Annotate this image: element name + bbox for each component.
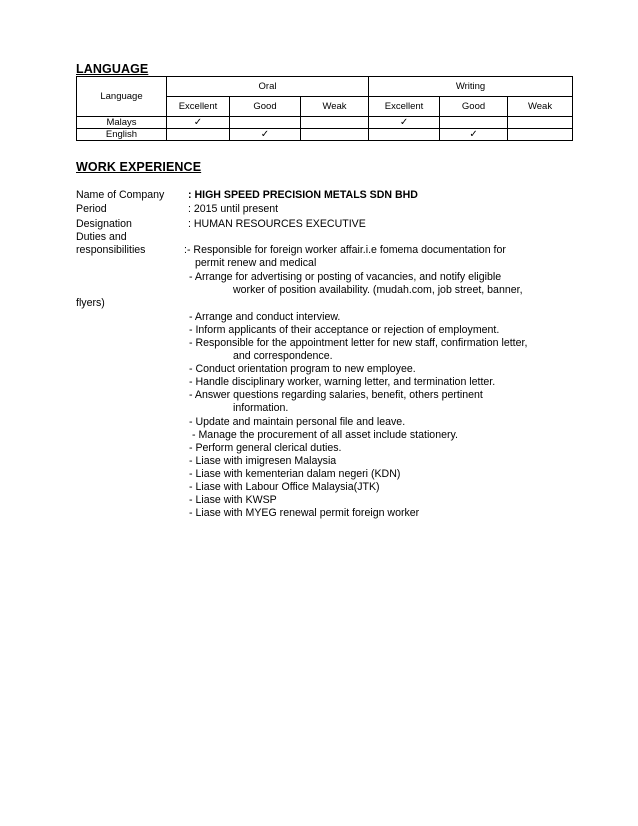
duty-line: - Liase with MYEG renewal permit foreign worker [189,507,420,519]
language-section-title: LANGUAGE [76,62,149,76]
period-label: Period [76,203,107,215]
duty-line: permit renew and medical [195,257,317,269]
designation-value: : HUMAN RESOURCES EXECUTIVE [188,218,366,230]
subheader-cell: Weak [301,97,369,117]
duty-line: - Liase with Labour Office Malaysia(JTK) [189,481,380,493]
work-experience-section-title: WORK EXPERIENCE [76,160,202,174]
writing-header-cell: Writing [369,77,573,97]
duty-line: - Inform applicants of their acceptance or rejection of employment. [189,324,500,336]
check-mark-cell: ✓ [369,117,440,129]
language-name-cell: Malays [77,117,167,129]
oral-header-cell: Oral [167,77,369,97]
duties-label-line2: responsibilities [76,244,146,256]
check-mark-cell [508,117,573,129]
check-mark-cell [508,129,573,141]
check-mark-cell [440,117,508,129]
language-table [76,76,573,141]
duties-label-line1: Duties and [76,231,127,243]
subheader-cell: Excellent [369,97,440,117]
check-mark-cell: ✓ [167,117,230,129]
subheader-cell: Excellent [167,97,230,117]
company-label: Name of Company [76,189,165,201]
duty-line: - Perform general clerical duties. [189,442,342,454]
check-mark-cell: ✓ [230,129,301,141]
duty-line: information. [233,402,289,414]
check-mark-cell [230,117,301,129]
subheader-cell: Weak [508,97,573,117]
check-mark-cell: ✓ [440,129,508,141]
duty-line: - Handle disciplinary worker, warning letter, and termination letter. [189,376,496,388]
period-value: : 2015 until present [188,203,279,215]
duty-line: worker of position availability. (mudah.com, job street, banner, [233,284,523,296]
duty-line: - Arrange for advertising or posting of vacancies, and notify eligible [189,271,502,283]
check-mark-cell [301,129,369,141]
duty-line: - Liase with KWSP [189,494,277,506]
designation-label: Designation [76,218,132,230]
subheader-cell: Good [230,97,301,117]
table-row [77,129,573,141]
duty-line: and correspondence. [233,350,333,362]
duty-line: - Responsible for the appointment letter for new staff, confirmation letter, [189,337,528,349]
duty-line: - Liase with imigresen Malaysia [189,455,337,467]
language-table-header-row [77,77,573,97]
check-mark-cell [167,129,230,141]
company-value: : HIGH SPEED PRECISION METALS SDN BHD [188,189,418,201]
check-mark-cell [301,117,369,129]
language-header-cell: Language [77,77,167,117]
duty-line: - Conduct orientation program to new employee. [189,363,416,375]
check-mark-cell [369,129,440,141]
duty-line: - Update and maintain personal file and leave. [189,416,406,428]
duty-line: - Answer questions regarding salaries, benefit, others pertinent [189,389,483,401]
duty-line: - Manage the procurement of all asset include stationery. [192,429,458,441]
duty-line: - Arrange and conduct interview. [189,311,341,323]
duty-line: :- Responsible for foreign worker affair.i.e fomema documentation for [184,244,506,256]
duty-line: - Liase with kementerian dalam negeri (KDN) [189,468,401,480]
subheader-cell: Good [440,97,508,117]
table-row [77,117,573,129]
duty-line: flyers) [76,297,105,309]
language-name-cell: English [77,129,167,141]
